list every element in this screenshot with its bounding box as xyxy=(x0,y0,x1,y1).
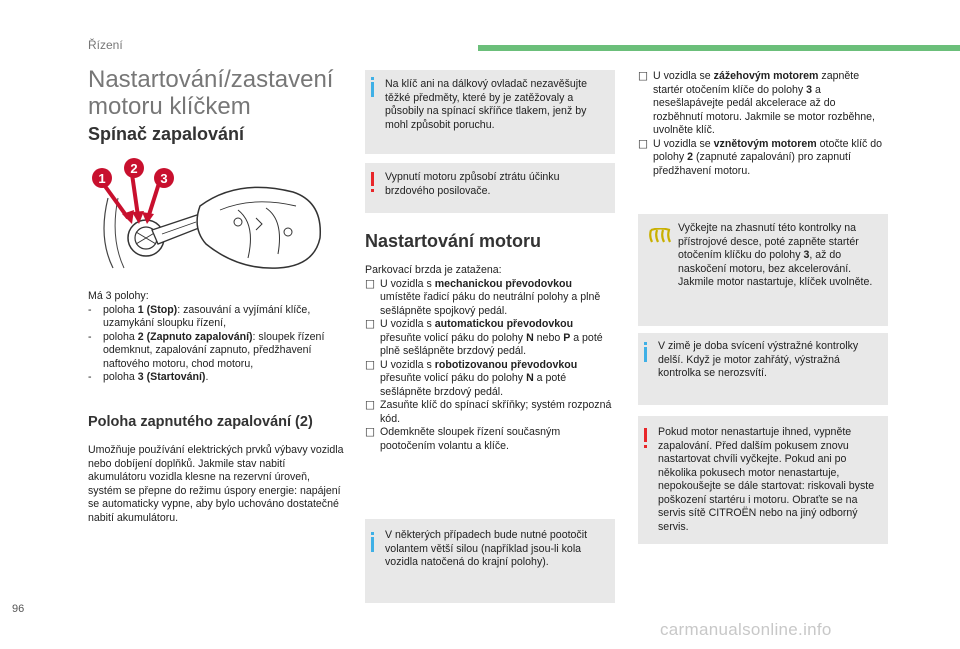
warning-box-brake xyxy=(365,163,615,213)
start-step: □ U vozidla s automatickou převodovkou přesuňte volicí páku do polohy N nebo P a poté plně sešlápněte brzdový pedál. xyxy=(365,318,603,357)
start-step: □ U vozidla s robotizovanou převodovkou přesuňte volicí páku do polohy N a poté sešlápněte brzdový pedál. xyxy=(365,358,578,398)
key-in-ignition-icon xyxy=(88,158,350,278)
start-steps xyxy=(365,264,613,453)
info-box-steering xyxy=(365,519,615,603)
warning-text: Pokud motor nenastartuje ihned, vypněte zapalování. Před dalším pokusem znovu nastartovat chvíli vyčkejte. Pokud ani po několika pokusech motor nenastartuje, nepokoušejte se dále startovat: riskovali byste poškození startéru i motoru. Obraťte se na servis sítě CITROËN nebo na jiný odborný servis. xyxy=(658,426,875,533)
info-text: V některých případech bude nutné pootočit volantem větší silou (například jsou-li kola vozidla natočená do krajní polohy). xyxy=(385,529,588,568)
page-title: Nastartování/zastavení motoru klíčkem xyxy=(88,66,334,120)
callout-3: 3 xyxy=(160,171,168,186)
callout-2: 2 xyxy=(130,161,138,176)
warning-box-restart xyxy=(638,416,888,544)
position-item: - poloha 2 (Zapnuto zapalování): sloupek řízení odemknut, zapalování zapnuto, předžhavení naftového motoru, chod motoru, xyxy=(88,330,325,370)
engine-type-steps xyxy=(638,70,886,178)
start-step: □ Zasuňte klíč do spínací skříňky; systém rozpozná kód. xyxy=(365,399,612,425)
glow-plug-box xyxy=(638,214,888,326)
heading-ignition-on: Poloha zapnutého zapalování (2) xyxy=(88,414,313,430)
heading-engine-start: Nastartování motoru xyxy=(365,231,542,251)
watermark: carmanualsonline.info xyxy=(660,620,832,639)
start-step: □ U vozidla s mechanickou převodovkou umístěte řadicí páku do neutrální polohy a plně sešlápněte spojkový pedál. xyxy=(365,277,601,317)
position-item: - poloha 3 (Startování). xyxy=(88,371,209,383)
glow-plug-warning-icon xyxy=(648,228,674,244)
info-box-key xyxy=(365,70,615,154)
ignition-illustration xyxy=(88,158,350,278)
position-item: - poloha 1 (Stop): zasouvání a vyjímání klíče, uzamykání sloupku řízení, xyxy=(88,303,311,329)
start-step: □ Odemkněte sloupek řízení současným pootočením volantu a klíče. xyxy=(365,426,561,452)
glow-plug-text: Vyčkejte na zhasnutí této kontrolky na přístrojové desce, poté zapněte startér otočením klíčku do polohy 3, až do naskočení motoru, bez akcelerování. Jakmile motor nastartuje, klíček uvolněte. xyxy=(678,222,873,288)
callout-1: 1 xyxy=(98,171,106,186)
info-text: Na klíč ani na dálkový ovladač nezavěšujte těžké předměty, které by je zatěžovaly a působily na spínací skříňce tlakem, jenž by mohl způsobit poruchu. xyxy=(385,78,587,131)
info-box-winter xyxy=(638,333,888,405)
positions-block xyxy=(88,290,350,385)
engine-step: □ U vozidla se zážehovým motorem zapněte startér otočením klíče do polohy 3 a nesešlapávejte pedál akcelerace až do rozběhnutí motoru. Jakmile se motor rozběhne, uvolněte klíč. xyxy=(638,70,875,136)
section-label: Řízení xyxy=(88,38,123,52)
positions-intro: Má 3 polohy: xyxy=(88,290,149,302)
heading-ignition-switch: Spínač zapalování xyxy=(88,124,245,144)
start-intro: Parkovací brzda je zatažena: xyxy=(365,264,502,276)
ignition-on-text: Umožňuje používání elektrických prvků výbavy vozidla nebo dobíjení doplňků. Jakmile stav nabití akumulátoru vozidla klesne na rezervní úroveň, systém se přepne do režimu úspory energie: napájení se automaticky vypne, aby bylo uchováno dostatečné nabití akumulátoru. xyxy=(88,444,344,524)
info-text: V zimě je doba svícení výstražné kontrolky delší. Když je motor zahřátý, výstražná kontrolka se nerozsvítí. xyxy=(658,340,859,379)
section-accent-bar xyxy=(478,45,960,51)
engine-step: □ U vozidla se vznětovým motorem otočte klíč do polohy 2 (zapnuté zapalování) pro zapnutí předžhavení motoru. xyxy=(638,137,883,177)
page-number: 96 xyxy=(12,603,25,615)
warning-text: Vypnutí motoru způsobí ztrátu účinku brzdového posilovače. xyxy=(385,171,560,197)
